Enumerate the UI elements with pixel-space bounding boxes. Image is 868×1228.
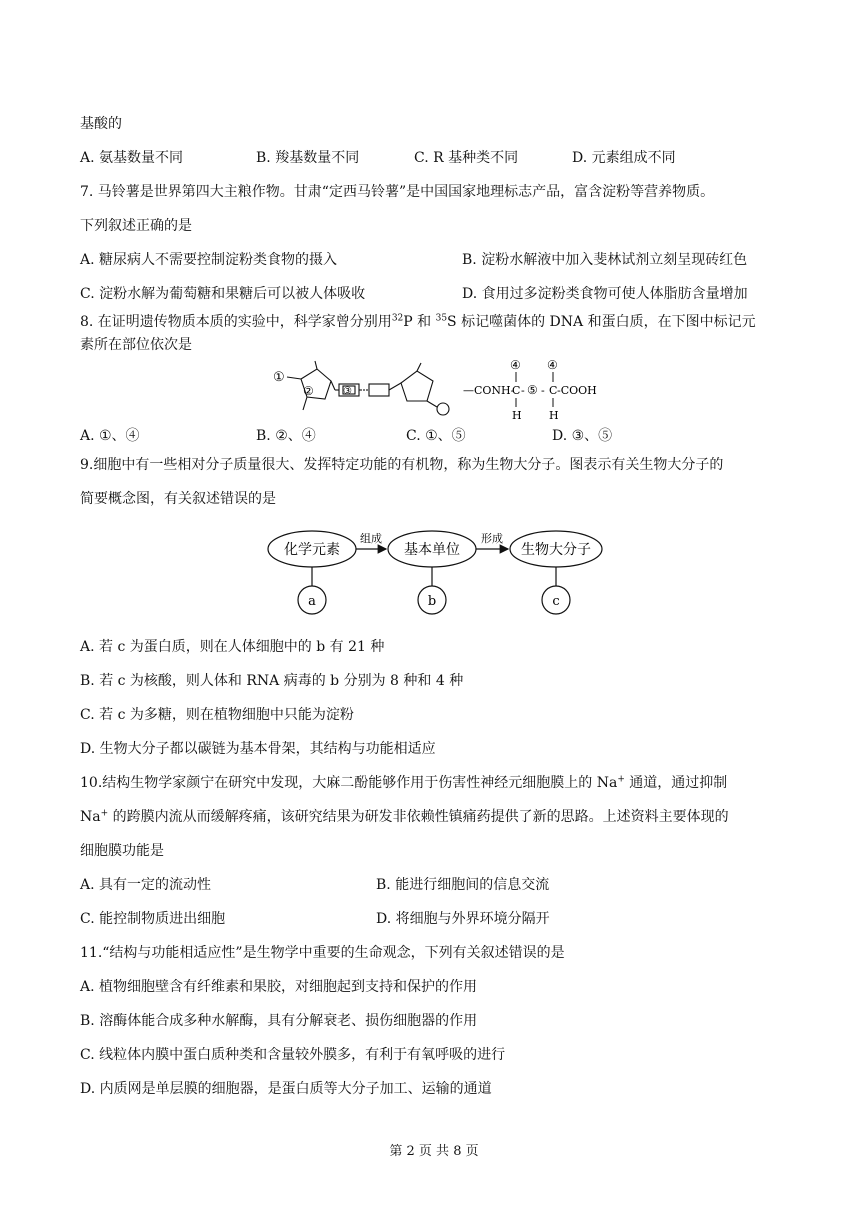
cooh-group: -COOH [557, 384, 597, 397]
q7-option-a: A. 糖尿病人不需要控制淀粉类食物的摄入 [80, 252, 338, 268]
q7-option-b: B. 淀粉水解液中加入斐林试剂立刻呈现砖红色 [462, 252, 748, 268]
concept-diagram [260, 522, 610, 622]
q8-option-c: C. ①、⑤ [406, 428, 466, 444]
q8-option-d: D. ③、⑤ [552, 428, 613, 444]
q9-option-c: C. 若 c 为多糖，则在植物细胞中只能为淀粉 [80, 707, 354, 723]
q6-stem-tail: 基酸的 [80, 116, 122, 132]
marker-1: ① [273, 370, 285, 385]
q11-option-b: B. 溶酶体能合成多种水解酶，具有分解衰老、损伤细胞器的作用 [80, 1013, 478, 1029]
q10-option-c: C. 能控制物质进出细胞 [80, 911, 226, 927]
arrow-label-form: 形成 [481, 532, 503, 545]
carbon-mid: C [512, 384, 521, 397]
q10-option-b: B. 能进行细胞间的信息交流 [376, 877, 550, 893]
q10-stem-line3: 细胞膜功能是 [80, 843, 164, 859]
q10-stem-line2: Na+ 的跨膜内流从而缓解疼痛，该研究结果为研发非依赖性镇痛药提供了新的思路。上述资料主要体现的 [80, 808, 729, 825]
nucleotide-amino-figure [265, 355, 615, 425]
node-basic-unit: 基本单位 [404, 542, 460, 558]
node-biomacromolecule: 生物大分子 [521, 542, 591, 558]
nucleotide-left [287, 361, 368, 410]
q10-option-d: D. 将细胞与外界环境分隔开 [376, 911, 550, 927]
q9-stem-line1: 9.细胞中有一些相对分子质量很大、发挥特定功能的有机物，称为生物大分子。图表示有关生物大分子的 [80, 457, 724, 473]
q7-stem-line2: 下列叙述正确的是 [80, 218, 192, 234]
q9-stem-line2: 简要概念图，有关叙述错误的是 [80, 491, 276, 507]
q10-option-a: A. 具有一定的流动性 [80, 877, 212, 893]
carbon-right: C [549, 384, 558, 397]
hydrogen-1: H [512, 409, 522, 422]
q11-option-c: C. 线粒体内膜中蛋白质种类和含量较外膜多，有利于有氧呼吸的进行 [80, 1047, 506, 1063]
q11-option-a: A. 植物细胞壁含有纤维素和果胶，对细胞起到支持和保护的作用 [80, 979, 478, 995]
q7-option-d: D. 食用过多淀粉类食物可使人体脂肪含量增加 [462, 286, 748, 302]
q6-option-c: C. R 基种类不同 [414, 150, 519, 166]
q9-option-d: D. 生物大分子都以碳链为基本骨架，其结构与功能相适应 [80, 741, 436, 757]
marker-3: ③ [343, 386, 352, 397]
marker-5: ⑤ [527, 383, 538, 397]
dash-2: - [541, 384, 545, 397]
circle-label-a: a [308, 594, 316, 609]
nucleotide-right [369, 363, 449, 415]
q8-option-b: B. ②、④ [256, 428, 316, 444]
q6-option-a: A. 氨基数量不同 [80, 150, 184, 166]
marker-4a: ④ [510, 358, 521, 372]
hydrogen-2: H [549, 409, 559, 422]
q10-stem-line1: 10.结构生物学家颜宁在研究中发现，大麻二酚能够作用于伤害性神经元细胞膜上的 Na+ 通道，通过抑制 [80, 774, 728, 791]
q11-stem-line1: 11.“结构与功能相适应性”是生物学中重要的生命观念，下列有关叙述错误的是 [80, 945, 565, 961]
q8-stem-line2: 素所在部位依次是 [80, 337, 192, 353]
q8-stem-line1: 8. 在证明遗传物质本质的实验中，科学家曾分别用$^{32}$P 和 $^{35}$S 标记噬菌体的 DNA 和蛋白质，在下图中标记元 [80, 313, 756, 330]
q8-option-a: A. ①、④ [80, 428, 140, 444]
dash-1: - [521, 384, 525, 397]
q7-stem-line1: 7. 马铃薯是世界第四大主粮作物。甘肃“定西马铃薯”是中国国家地理标志产品，富含淀粉等营养物质。 [80, 184, 715, 200]
arrow-label-compose: 组成 [360, 532, 382, 545]
q6-option-d: D. 元素组成不同 [572, 150, 676, 166]
q7-option-c: C. 淀粉水解为葡萄糖和果糖后可以被人体吸收 [80, 286, 366, 302]
q11-option-d: D. 内质网是单层膜的细胞器，是蛋白质等大分子加工、运输的通道 [80, 1081, 492, 1097]
conh-group: —CONH- [463, 384, 515, 397]
circle-label-b: b [427, 594, 437, 609]
q9-option-a: A. 若 c 为蛋白质，则在人体细胞中的 b 有 21 种 [80, 639, 385, 655]
marker-4b: ④ [547, 358, 558, 372]
marker-2: ② [303, 384, 314, 398]
circle-label-c: c [552, 594, 560, 609]
page-footer: 第 2 页 共 8 页 [389, 1144, 479, 1159]
node-chemical-elements: 化学元素 [284, 542, 340, 558]
q9-option-b: B. 若 c 为核酸，则人体和 RNA 病毒的 b 分别为 8 种和 4 种 [80, 673, 464, 689]
q6-option-b: B. 羧基数量不同 [256, 150, 360, 166]
